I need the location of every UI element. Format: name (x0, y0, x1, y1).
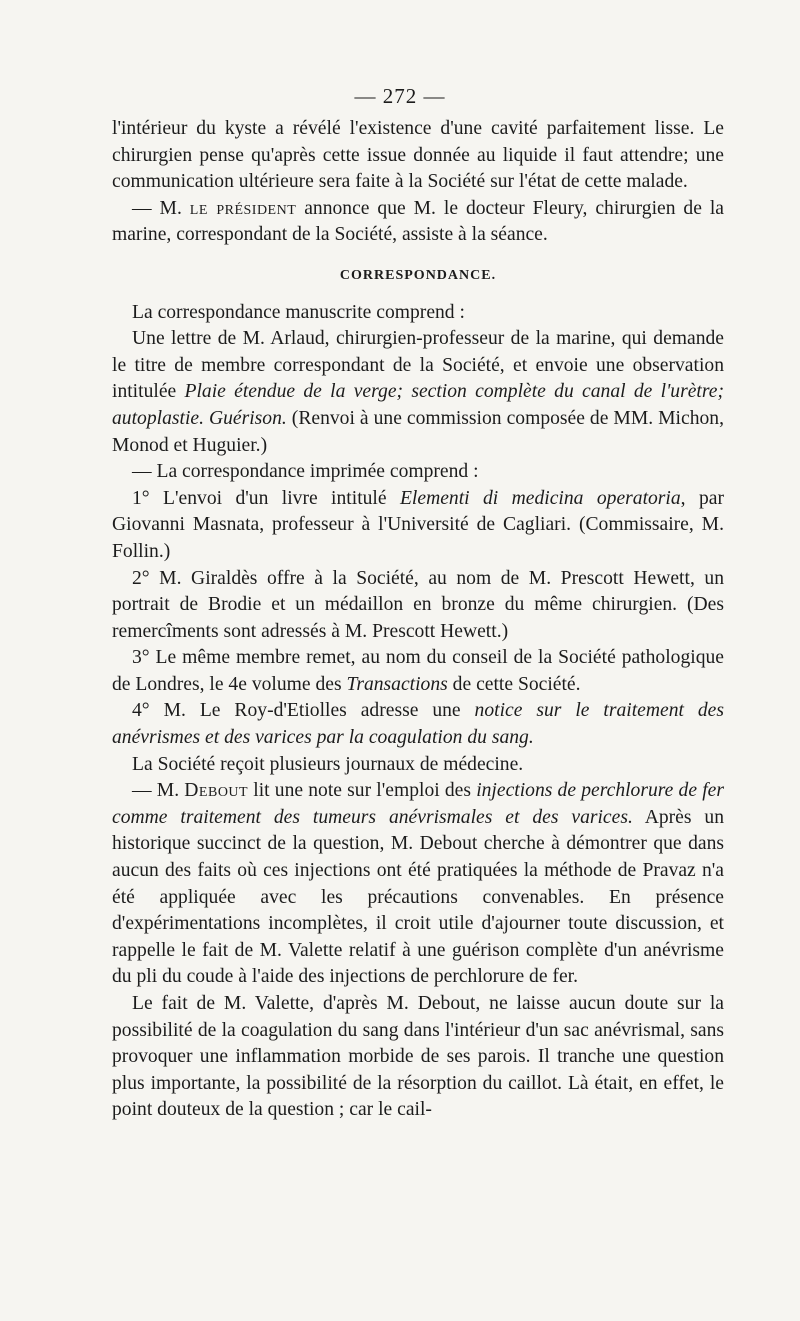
paragraph-kyste: l'intérieur du kyste a révélé l'existence d'une cavité parfaitement lisse. Le chirurgien pense qu'après cette issue donnée au liquide il faut attendre; une communication ultérieure sera faite à la Société sur l'état de cette malade. (112, 118, 724, 193)
page-number: — 272 — (354, 84, 446, 108)
paragraph-item-2: 2° M. Giraldès offre à la Société, au nom de M. Prescott Hewett, un portrait de Brodie et un médaillon en bronze du même chirurgien. (Des remercîments sont adressés à M. Prescott Hewett.) (112, 567, 724, 642)
paragraph-debout: — M. Debout lit une note sur l'emploi des injections de perchlorure de fer comme traitement des tumeurs anévrismales et des varices. Après un historique succinct de la question, M. Debout cherche à démontrer que dans aucun des faits où ces injections ont été pratiquées la méthode de Pravaz n'a été appliquée avec les précautions convenables. En présence d'expérimentations incomplètes, il croit utile d'ajourner toute discussion, et rappelle le fait de M. Valette relatif à une guérison complète d'un anévrisme du pli du coude à l'aide des injections de perchlorure de fer. (112, 780, 725, 988)
paragraph-manuscrite: La correspondance manuscrite comprend : (132, 301, 465, 323)
title-transactions: Transactions (346, 673, 448, 695)
paragraph-journaux: La Société reçoit plusieurs journaux de médecine. (132, 753, 524, 775)
debout-smallcaps: Debout (184, 780, 249, 802)
paragraph-imprimee: — La correspondance imprimée comprend : (132, 461, 479, 483)
paragraph-president: — M. le président annonce que M. le docteur Fleury, chirurgien de la marine, correspondant de la Société, assiste à la séance. (112, 197, 724, 246)
paragraph-item-4: 4° M. Le Roy-d'Etiolles adresse une notice sur le traitement des anévrismes et des varices par la coagulation du sang. (112, 700, 724, 749)
title-elementi: Elementi di medicina operatoria (399, 487, 681, 509)
paragraph-valette: Le fait de M. Valette, d'après M. Debout, ne laisse aucun doute sur la possibilité de la coagulation du sang dans l'intérieur d'un sac anévrismal, sans provoquer une inflammation morbide de ses parois. Il tranche une question plus importante, la possibilité de la résorption du caillot. Là était, en effet, le point douteux de la question ; car le cail- (112, 993, 724, 1121)
paragraph-item-3: 3° Le même membre remet, au nom du conseil de la Société pathologique de Londres, le 4e volume des Transactions de cette Société. (112, 647, 724, 695)
paragraph-arlaud: Une lettre de M. Arlaud, chirurgien-professeur de la marine, qui demande le titre de membre correspondant de la Société, et envoie une observation intitulée Plaie étendue de la verge; section complète du canal de l'urètre; autoplastie. Guérison. (Renvoi à une commission composée de MM. Michon, Monod et Huguier.) (112, 328, 724, 456)
title-notice: notice sur le traitement des anévrismes et des varices par la coagulation du sang. (112, 700, 724, 749)
title-injections: injections de perchlorure de fer comme traitement des tumeurs anévrismales et des varices. (112, 780, 724, 828)
title-plaie: Plaie étendue de la verge; section complète du canal de l'urètre; autoplastie. Guérison. (112, 381, 724, 429)
president-smallcaps: le président (189, 197, 297, 219)
page-body (112, 116, 724, 1124)
section-heading-correspondance: CORRESPONDANCE. (339, 267, 497, 283)
paragraph-item-1: 1° L'envoi d'un livre intitulé Elementi di medicina operatoria, par Giovanni Masnata, professeur à l'Université de Cagliari. (Commissaire, M. Follin.) (112, 487, 724, 562)
